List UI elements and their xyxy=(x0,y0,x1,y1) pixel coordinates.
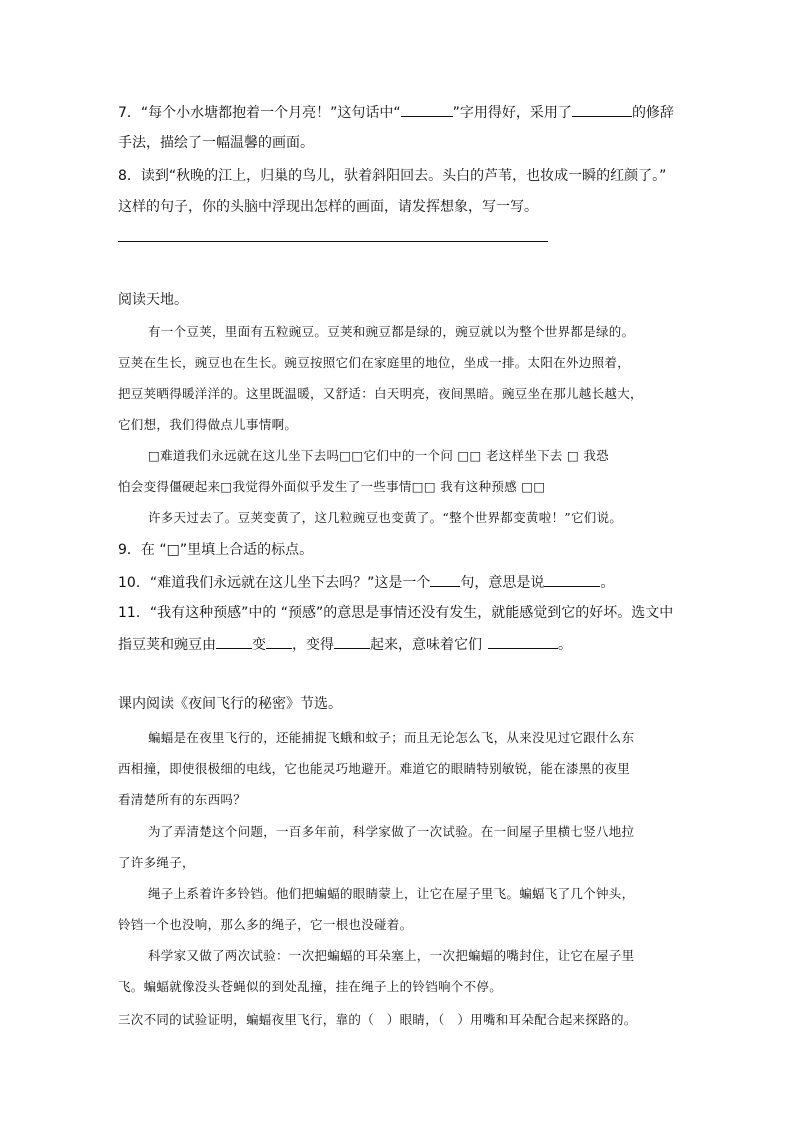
reading-2-p1-line-2: 西相撞，即使很极细的电线，它也能灵巧地避开。难道它的眼睛特别敏锐，能在漆黑的夜里 xyxy=(118,761,631,776)
q11-blank-2[interactable] xyxy=(266,634,292,649)
question-10: 10．“难道我们永远就在这儿坐下去吗？”这是一个 句，意思是说 。 xyxy=(118,572,614,593)
reading-2-p2-line-1: 为了弄清楚这个问题，一百多年前，科学家做了一次试验。在一间屋子里横七竖八地拉 xyxy=(148,824,635,839)
q10-blank-meaning[interactable] xyxy=(544,572,600,587)
question-8-line-2: 这样的句子，你的头脑中浮现出怎样的画面，请发挥想象，写一写。 xyxy=(118,199,538,215)
q7-blank-word[interactable] xyxy=(401,102,453,117)
q11-blank-1[interactable] xyxy=(216,634,252,649)
reading-1-p1-line-1: 有一个豆荚，里面有五粒豌豆。豆荚和豌豆都是绿的，豌豆就以为整个世界都是绿的。 xyxy=(148,324,635,339)
reading-2-p1-line-1: 蝙蝠是在夜里飞行的，还能捕捉飞蛾和蚊子；而且无论怎么飞，从来没见过它跟什么东 xyxy=(148,730,635,745)
question-11-line-2: 指豆荚和豌豆由 变 ，变得 起来，意味着它们 。 xyxy=(118,634,572,655)
reading-2-title: 课内阅读《夜间飞行的秘密》节选。 xyxy=(118,696,342,712)
reading-1-p1-line-3: 把豆荚晒得暖洋洋的。这里既温暖，又舒适：白天明亮，夜间黑暗。豌豆坐在那儿越长越大， xyxy=(118,386,643,401)
question-7-line-1: 7．“每个小水塘都抱着一个月亮！”这句话中“ ”字用得好，采用了 的修辞 xyxy=(118,102,674,123)
reading-2-p1-line-3: 看清楚所有的东西吗？ xyxy=(118,792,247,807)
q8-answer-line[interactable] xyxy=(118,241,548,242)
reading-2-p5: 三次不同的试验证明，蝙蝠夜里飞行，靠的（ ）眼睛，（ ）用嘴和耳朵配合起来探路的。 xyxy=(118,1012,637,1027)
reading-1-title: 阅读天地。 xyxy=(118,292,188,308)
q7-blank-rhetoric[interactable] xyxy=(572,102,632,117)
question-8-line-1: 8．读到“秋晚的江上，归巢的鸟儿，驮着斜阳回去。头白的芦苇，也妆成一瞬的红颜了。” xyxy=(118,168,667,184)
reading-2-p2-line-2: 了许多绳子， xyxy=(118,855,195,870)
reading-1-p2-line-1: □难道我们永远就在这儿坐下去吗□□它们中的一个问 □□ 老这样坐下去 □ 我恐 xyxy=(148,448,609,463)
q11-blank-4[interactable] xyxy=(488,634,558,649)
reading-2-p3-line-2: 铃铛一个也没响，那么多的绳子，它一根也没碰着。 xyxy=(118,917,413,932)
question-9: 9．在 “□”里填上合适的标点。 xyxy=(118,542,314,558)
q11-blank-3[interactable] xyxy=(334,634,370,649)
reading-1-p1-line-4: 它们想，我们得做点儿事情啊。 xyxy=(118,417,298,432)
reading-2-p4-line-2: 飞。蝙蝠就像没头苍蝇似的到处乱撞，挂在绳子上的铃铛响个不停。 xyxy=(118,979,503,994)
reading-1-p3: 许多天过去了。豆荚变黄了，这几粒豌豆也变黄了。“整个世界都变黄啦！”它们说。 xyxy=(148,510,623,525)
reading-2-p4-line-1: 科学家又做了两次试验：一次把蝙蝠的耳朵塞上，一次把蝙蝠的嘴封住，让它在屋子里 xyxy=(148,948,635,963)
question-7-line-2: 手法，描绘了一幅温馨的画面。 xyxy=(118,135,314,151)
reading-2-p3-line-1: 绳子上系着许多铃铛。他们把蝙蝠的眼睛蒙上，让它在屋子里飞。蝙蝠飞了几个钟头， xyxy=(148,886,635,901)
reading-1-p1-line-2: 豆荚在生长，豌豆也在生长。豌豆按照它们在家庭里的地位，坐成一排。太阳在外边照着， xyxy=(118,355,631,370)
reading-1-p2-line-2: 怕会变得僵硬起来□我觉得外面似乎发生了一些事情□□ 我有这种预感 □□ xyxy=(118,479,546,494)
q10-blank-sentence-type[interactable] xyxy=(430,572,460,587)
question-11-line-1: 11．“我有这种预感”中的 “预感”的意思是事情还没有发生，就能感觉到它的好坏。选文中 xyxy=(118,605,674,621)
